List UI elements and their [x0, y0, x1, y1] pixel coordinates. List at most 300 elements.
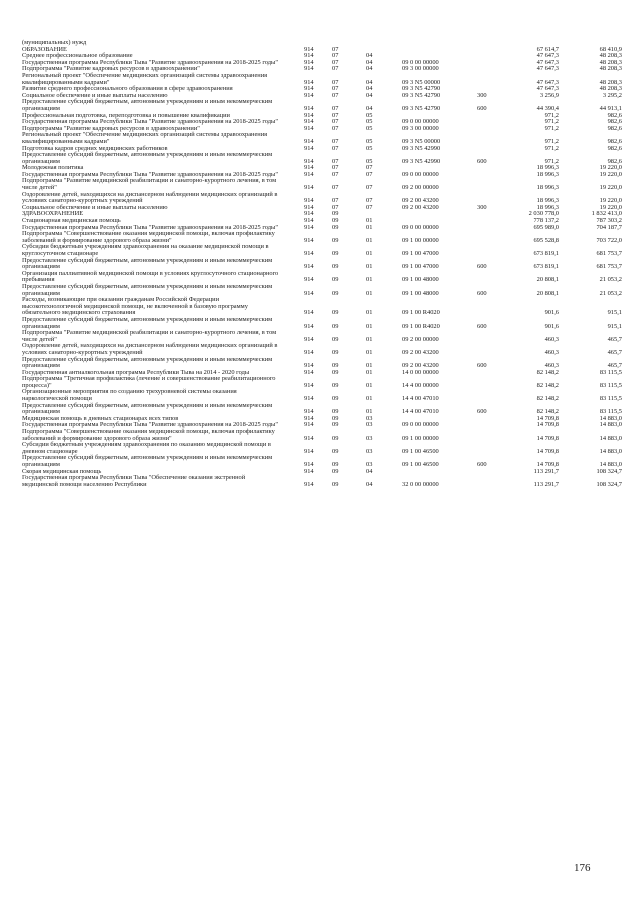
row-subsection-code: 05 [366, 118, 373, 126]
row-name: Стационарная медицинская помощь [22, 217, 121, 225]
row-grbs-code: 914 [304, 263, 314, 271]
row-section-code: 07 [332, 52, 339, 60]
table-row [22, 475, 622, 488]
row-grbs-code: 914 [304, 395, 314, 403]
row-sum-year-2: 48 208,3 [599, 78, 622, 86]
row-subsection-code: 01 [366, 309, 373, 317]
row-target-article: 09 2 00 00000 [402, 335, 439, 343]
row-sum-year-1: 971,2 [544, 118, 559, 126]
row-grbs-code: 914 [304, 111, 314, 119]
row-name: Социальное обеспечение и иные выплаты населению [22, 91, 168, 99]
row-subsection-code: 01 [366, 289, 373, 297]
row-target-article: 09 1 00 00000 [402, 434, 439, 442]
row-expense-type: 600 [477, 104, 487, 112]
row-subsection-code: 04 [366, 85, 373, 93]
row-name: Предоставление субсидий бюджетным, автономным учреждениям и иным некоммерческим организациям [22, 98, 273, 112]
row-target-article: 09 1 00 48000 [402, 276, 439, 284]
row-sum-year-2: 1 832 413,0 [591, 210, 622, 218]
row-sum-year-2: 19 220,0 [599, 164, 622, 172]
row-section-code: 09 [332, 434, 339, 442]
row-subsection-code: 05 [366, 144, 373, 152]
row-sum-year-2: 681 753,7 [596, 250, 622, 257]
row-subsection-code: 01 [366, 362, 373, 370]
row-sum-year-1: 971,2 [544, 157, 559, 165]
row-name: Оздоровление детей, находящихся на диспансерном наблюдении медицинских организаций в условиях санаторно-курортных учреждений [22, 190, 278, 205]
row-sum-year-1: 47 647,3 [536, 78, 559, 86]
row-expense-type: 300 [477, 203, 487, 211]
row-grbs-code: 914 [304, 210, 314, 218]
row-sum-year-1: 47 647,3 [536, 52, 559, 60]
row-sum-year-2: 681 753,7 [596, 263, 622, 271]
row-sum-year-2: 68 410,9 [599, 45, 622, 53]
row-subsection-code: 04 [366, 78, 373, 86]
row-subsection-code: 04 [366, 52, 373, 60]
row-sum-year-2: 19 220,0 [599, 197, 622, 205]
row-target-article: 09 2 00 43200 [402, 203, 439, 211]
row-grbs-code: 914 [304, 203, 314, 211]
row-grbs-code: 914 [304, 414, 314, 422]
row-name: Предоставление субсидий бюджетным, автономным учреждениям и иным некоммерческим организациям [22, 315, 273, 330]
row-target-article: 09 0 00 00000 [402, 170, 439, 178]
row-sum-year-1: 18 996,3 [536, 184, 559, 192]
row-subsection-code: 04 [366, 58, 373, 66]
row-name: Государственная программа Республики Тыва "Развитие здравоохранения на 2018-2025 годы" [22, 170, 278, 178]
row-subsection-code: 03 [366, 461, 373, 468]
row-sum-year-1: 20 808,1 [536, 276, 559, 284]
row-subsection-code: 07 [366, 197, 373, 205]
row-sum-year-2: 465,7 [607, 348, 622, 356]
row-grbs-code: 914 [304, 170, 314, 178]
row-section-code: 09 [332, 335, 339, 343]
row-grbs-code: 914 [304, 447, 314, 455]
row-sum-year-1: 695 528,8 [533, 236, 559, 244]
row-name: Подпрограмма "Развитие кадровых ресурсов в здравоохранении" [22, 65, 200, 73]
row-name: (муниципальных) нужд [22, 39, 87, 46]
table-row [22, 271, 622, 284]
row-name: Государственная программа Республики Тыва "Обеспечение оказания экстренной медицинской помощи населению Республики [22, 474, 246, 488]
row-section-code: 07 [332, 197, 339, 205]
row-section-code: 07 [332, 170, 339, 178]
row-sum-year-2: 83 115,5 [599, 395, 622, 403]
row-target-article: 09 1 00 00000 [402, 236, 439, 244]
row-sum-year-1: 47 647,3 [536, 58, 559, 66]
row-sum-year-1: 113 291,7 [533, 467, 559, 475]
row-name: Среднее профессиональное образование [22, 52, 133, 60]
row-grbs-code: 914 [304, 144, 314, 152]
row-target-article: 09 2 00 43200 [402, 362, 439, 370]
row-sum-year-2: 982,6 [607, 124, 622, 132]
row-subsection-code: 04 [366, 91, 373, 99]
row-grbs-code: 914 [304, 223, 314, 231]
row-subsection-code: 01 [366, 395, 373, 403]
row-sum-year-2: 83 115,5 [599, 381, 622, 389]
row-sum-year-2: 14 883,0 [599, 414, 622, 422]
row-sum-year-2: 703 722,0 [596, 236, 622, 244]
row-sum-year-1: 695 989,0 [533, 223, 559, 231]
row-section-code: 09 [332, 408, 339, 416]
row-grbs-code: 914 [304, 480, 314, 488]
row-name: Социальное обеспечение и иные выплаты населению [22, 203, 168, 211]
row-grbs-code: 914 [304, 78, 314, 86]
row-section-code: 07 [332, 124, 339, 132]
row-name: Государственная антиалкогольная программа Республики Тыва на 2014 - 2020 годы [22, 368, 250, 376]
row-grbs-code: 914 [304, 236, 314, 244]
row-target-article: 09 3 00 00000 [402, 65, 439, 73]
row-section-code: 09 [332, 467, 339, 475]
row-target-article: 09 3 N5 42790 [402, 91, 441, 99]
row-sum-year-1: 901,6 [544, 309, 559, 317]
table-row [22, 297, 622, 317]
row-sum-year-2: 83 115,5 [599, 368, 622, 376]
row-name: Медицинская помощь в дневных стационарах всех типов [22, 414, 179, 422]
row-section-code: 09 [332, 322, 339, 330]
table-row [22, 455, 622, 468]
row-grbs-code: 914 [304, 461, 314, 468]
row-subsection-code: 05 [366, 111, 373, 119]
row-subsection-code: 01 [366, 408, 373, 416]
row-name: Подготовка кадров средних медицинских работников [22, 144, 168, 152]
row-sum-year-2: 108 324,7 [596, 467, 622, 475]
table-row [22, 357, 622, 370]
row-name: Государственная программа Республики Тыва "Развитие здравоохранения на 2018-2025 годы" [22, 223, 278, 231]
table-row [22, 132, 622, 145]
row-expense-type: 600 [477, 157, 487, 165]
table-row [22, 389, 622, 402]
row-name: Подпрограмма "Развитие кадровых ресурсов в здравоохранении" [22, 124, 200, 132]
row-grbs-code: 914 [304, 362, 314, 370]
row-sum-year-2: 982,6 [607, 111, 622, 119]
row-target-article: 09 1 00 47000 [402, 250, 439, 257]
row-target-article: 09 3 N5 00000 [402, 137, 441, 145]
row-name: Организационные мероприятия по созданию трехуровневой системы оказания наркологической помощи [22, 388, 237, 403]
row-section-code: 09 [332, 289, 339, 297]
table-row [22, 403, 622, 416]
row-grbs-code: 914 [304, 197, 314, 205]
row-target-article: 09 2 00 43200 [402, 197, 439, 205]
row-name: Предоставление субсидий бюджетным, автономным учреждениям и иным некоммерческим организациям [22, 454, 273, 468]
row-grbs-code: 914 [304, 164, 314, 172]
row-name: Предоставление субсидий бюджетным, автономным учреждениям и иным некоммерческим организациям [22, 151, 273, 165]
row-target-article: 09 1 00 47000 [402, 263, 439, 271]
row-sum-year-2: 21 053,2 [599, 289, 622, 297]
row-expense-type: 600 [477, 289, 487, 297]
row-sum-year-1: 14 709,8 [536, 421, 559, 429]
row-expense-type: 600 [477, 322, 487, 330]
row-section-code: 07 [332, 78, 339, 86]
row-name: Государственная программа Республики Тыва "Развитие здравоохранения на 2018-2025 годы" [22, 421, 278, 429]
table-row [22, 192, 622, 205]
row-grbs-code: 914 [304, 289, 314, 297]
row-subsection-code: 04 [366, 104, 373, 112]
row-sum-year-1: 14 709,8 [536, 461, 559, 468]
row-section-code: 09 [332, 223, 339, 231]
row-sum-year-2: 14 883,0 [599, 434, 622, 442]
row-target-article: 09 2 00 00000 [402, 184, 439, 192]
row-sum-year-1: 67 614,7 [536, 45, 559, 53]
row-name: Региональный проект "Обеспечение медицинских организаций системы здравоохранения квалифицированными кадрами" [22, 131, 268, 145]
row-sum-year-1: 82 148,2 [536, 368, 559, 376]
row-name: Оздоровление детей, находящихся на диспансерном наблюдении медицинских организаций в условиях санаторно-курортных учреждений [22, 342, 278, 356]
row-section-code: 09 [332, 348, 339, 356]
row-target-article: 09 3 N5 42790 [402, 104, 441, 112]
row-grbs-code: 914 [304, 91, 314, 99]
row-subsection-code: 01 [366, 223, 373, 231]
row-sum-year-1: 18 996,3 [536, 197, 559, 205]
row-subsection-code: 03 [366, 414, 373, 422]
row-section-code: 07 [332, 111, 339, 119]
row-subsection-code: 01 [366, 276, 373, 284]
row-grbs-code: 914 [304, 58, 314, 66]
row-sum-year-1: 18 996,3 [536, 203, 559, 211]
row-target-article: 09 3 N5 00000 [402, 78, 441, 86]
row-target-article: 09 0 00 00000 [402, 118, 439, 126]
row-section-code: 07 [332, 144, 339, 152]
row-subsection-code: 05 [366, 124, 373, 132]
row-sum-year-2: 48 208,3 [599, 58, 622, 66]
row-name: Подпрограмма "Совершенствование оказания медицинской помощи, включая профилактику заболеваний и формирование здорового образа жизни" [22, 230, 275, 244]
row-sum-year-2: 19 220,0 [599, 203, 622, 211]
row-section-code: 09 [332, 309, 339, 317]
row-section-code: 07 [332, 85, 339, 93]
row-sum-year-2: 14 883,0 [599, 421, 622, 429]
row-subsection-code: 04 [366, 480, 373, 488]
row-target-article: 09 1 00 48000 [402, 289, 439, 297]
row-grbs-code: 914 [304, 467, 314, 475]
row-target-article: 14 0 00 00000 [402, 368, 439, 376]
row-subsection-code: 03 [366, 447, 373, 455]
row-sum-year-2: 21 053,2 [599, 276, 622, 284]
row-expense-type: 600 [477, 263, 487, 271]
row-sum-year-2: 48 208,3 [599, 85, 622, 93]
row-sum-year-2: 704 187,7 [596, 223, 622, 231]
row-section-code: 09 [332, 276, 339, 284]
row-subsection-code: 05 [366, 137, 373, 145]
row-grbs-code: 914 [304, 137, 314, 145]
row-sum-year-1: 14 709,8 [536, 414, 559, 422]
row-sum-year-2: 19 220,0 [599, 184, 622, 192]
table-row [22, 40, 622, 47]
row-name: Скорая медицинская помощь [22, 467, 102, 475]
row-section-code: 07 [332, 203, 339, 211]
row-name: Подпрограмма "Развитие медицинской реабилитации и санаторно-курортного лечения, в том числе детей" [22, 329, 277, 343]
row-name: Расходы, возникающие при оказании гражданам Российской Федерации высокотехнологичной медицинской помощи, не включенной в базовую программу обязательного медицинского страхования [22, 296, 248, 317]
row-name: Субсидии бюджетным учреждениям здравоохранения по оказанию медицинской помощи в дневном стационаре [22, 441, 271, 455]
row-sum-year-1: 44 390,4 [536, 104, 559, 112]
row-grbs-code: 914 [304, 124, 314, 132]
table-row [22, 343, 622, 356]
row-grbs-code: 914 [304, 276, 314, 284]
row-sum-year-2: 982,6 [607, 144, 622, 152]
row-sum-year-2: 48 208,3 [599, 52, 622, 60]
row-grbs-code: 914 [304, 65, 314, 73]
row-name: Подпрограмма "Третичная профилактика (лечение и совершенствование реабилитационного процесса)" [22, 375, 276, 389]
row-sum-year-2: 108 324,7 [596, 480, 622, 488]
row-sum-year-2: 14 883,0 [599, 461, 622, 468]
row-section-code: 09 [332, 210, 339, 218]
row-sum-year-1: 47 647,3 [536, 65, 559, 73]
row-sum-year-1: 971,2 [544, 111, 559, 119]
row-section-code: 09 [332, 414, 339, 422]
row-grbs-code: 914 [304, 381, 314, 389]
row-target-article: 09 3 N5 42990 [402, 144, 441, 152]
row-grbs-code: 914 [304, 104, 314, 112]
row-grbs-code: 914 [304, 322, 314, 330]
row-sum-year-1: 460,3 [544, 335, 559, 343]
row-grbs-code: 914 [304, 309, 314, 317]
row-sum-year-1: 82 148,2 [536, 408, 559, 416]
row-subsection-code: 01 [366, 368, 373, 376]
row-target-article: 14 4 00 00000 [402, 381, 439, 389]
row-target-article: 09 0 00 00000 [402, 421, 439, 429]
row-sum-year-2: 915,1 [607, 322, 622, 330]
row-section-code: 07 [332, 58, 339, 66]
row-target-article: 09 1 00 46500 [402, 447, 439, 455]
row-name: Профессиональная подготовка, переподготовка и повышение квалификации [22, 111, 230, 119]
row-sum-year-2: 465,7 [607, 335, 622, 343]
row-sum-year-1: 673 819,1 [533, 263, 559, 271]
row-subsection-code: 01 [366, 250, 373, 257]
budget-table [22, 40, 622, 488]
row-subsection-code: 07 [366, 164, 373, 172]
row-subsection-code: 04 [366, 65, 373, 73]
row-sum-year-2: 48 208,3 [599, 65, 622, 73]
row-sum-year-2: 3 295,2 [602, 91, 622, 99]
row-subsection-code: 05 [366, 157, 373, 165]
row-target-article: 14 4 00 47010 [402, 408, 439, 416]
row-grbs-code: 914 [304, 184, 314, 192]
row-sum-year-1: 901,6 [544, 322, 559, 330]
row-grbs-code: 914 [304, 408, 314, 416]
row-target-article: 09 3 N5 42990 [402, 157, 441, 165]
row-target-article: 14 4 00 47010 [402, 395, 439, 403]
row-grbs-code: 914 [304, 217, 314, 225]
table-row [22, 99, 622, 112]
row-section-code: 09 [332, 217, 339, 225]
row-grbs-code: 914 [304, 157, 314, 165]
row-sum-year-1: 14 709,8 [536, 434, 559, 442]
page-number: 176 [574, 862, 591, 874]
row-sum-year-2: 982,6 [607, 157, 622, 165]
row-section-code: 07 [332, 65, 339, 73]
row-sum-year-1: 971,2 [544, 144, 559, 152]
row-sum-year-1: 14 709,8 [536, 447, 559, 455]
row-section-code: 09 [332, 236, 339, 244]
row-grbs-code: 914 [304, 52, 314, 60]
row-section-code: 09 [332, 381, 339, 389]
row-section-code: 09 [332, 263, 339, 271]
row-sum-year-2: 982,6 [607, 118, 622, 126]
row-name: Предоставление субсидий бюджетным, автономным учреждениям и иным некоммерческим организациям [22, 355, 273, 370]
row-expense-type: 600 [477, 362, 487, 370]
row-section-code: 09 [332, 395, 339, 403]
row-sum-year-1: 673 819,1 [533, 250, 559, 257]
row-grbs-code: 914 [304, 118, 314, 126]
row-sum-year-2: 19 220,0 [599, 170, 622, 178]
row-sum-year-2: 787 303,2 [596, 217, 622, 225]
row-sum-year-1: 47 647,3 [536, 85, 559, 93]
row-name: Предоставление субсидий бюджетным, автономным учреждениям и иным некоммерческим организациям [22, 256, 273, 271]
row-section-code: 07 [332, 118, 339, 126]
row-name: Подпрограмма "Совершенствование оказания медицинской помощи, включая профилактику заболеваний и формирование здорового образа жизни" [22, 428, 275, 442]
row-sum-year-1: 18 996,3 [536, 164, 559, 172]
row-grbs-code: 914 [304, 348, 314, 356]
row-target-article: 09 1 00 R4020 [402, 309, 440, 317]
row-name: Организация паллиативной медицинской помощи в условиях круглосуточного стационарного пребывания [22, 269, 279, 284]
row-subsection-code: 01 [366, 322, 373, 330]
row-section-code: 07 [332, 157, 339, 165]
row-subsection-code: 01 [366, 381, 373, 389]
row-sum-year-1: 2 030 778,0 [528, 210, 559, 218]
row-grbs-code: 914 [304, 368, 314, 376]
row-target-article: 09 1 00 R4020 [402, 322, 440, 330]
table-row [22, 178, 622, 191]
row-subsection-code: 07 [366, 170, 373, 178]
row-target-article: 32 0 00 00000 [402, 480, 439, 488]
row-subsection-code: 07 [366, 203, 373, 211]
row-sum-year-2: 915,1 [607, 309, 622, 317]
row-target-article: 09 0 00 00000 [402, 223, 439, 231]
row-name: Подпрограмма "Развитие медицинской реабилитации и санаторно-курортного лечения, в том числе детей" [22, 177, 277, 192]
row-grbs-code: 914 [304, 250, 314, 257]
row-target-article: 09 2 00 43200 [402, 348, 439, 356]
row-sum-year-2: 982,6 [607, 137, 622, 145]
row-expense-type: 300 [477, 91, 487, 99]
row-sum-year-2: 44 913,1 [599, 104, 622, 112]
row-subsection-code: 03 [366, 434, 373, 442]
row-name: Субсидии бюджетным учреждениям здравоохранения на оказание медицинской помощи в круглосуточном стационаре [22, 243, 269, 257]
row-target-article: 09 0 00 00000 [402, 58, 439, 66]
row-section-code: 07 [332, 91, 339, 99]
row-expense-type: 600 [477, 408, 487, 416]
row-section-code: 09 [332, 421, 339, 429]
row-sum-year-1: 113 291,7 [533, 480, 559, 488]
row-grbs-code: 914 [304, 45, 314, 53]
table-row [22, 152, 622, 165]
row-name: Предоставление субсидий бюджетным, автономным учреждениям и иным некоммерческим организациям [22, 282, 273, 297]
row-section-code: 09 [332, 461, 339, 468]
row-name: Государственная программа Республики Тыва "Развитие здравоохранения на 2018-2025 годы" [22, 58, 278, 66]
row-sum-year-1: 82 148,2 [536, 381, 559, 389]
row-sum-year-1: 971,2 [544, 124, 559, 132]
row-subsection-code: 01 [366, 217, 373, 225]
row-expense-type: 600 [477, 461, 487, 468]
row-section-code: 07 [332, 164, 339, 172]
row-name: ОБРАЗОВАНИЕ [22, 45, 67, 53]
row-section-code: 07 [332, 137, 339, 145]
row-grbs-code: 914 [304, 335, 314, 343]
row-section-code: 09 [332, 362, 339, 370]
row-subsection-code: 04 [366, 467, 373, 475]
row-section-code: 09 [332, 368, 339, 376]
row-grbs-code: 914 [304, 421, 314, 429]
row-name: Развитие среднего профессионального образования в сфере здравоохранения [22, 85, 233, 93]
row-section-code: 09 [332, 250, 339, 257]
row-name: Государственная программа Республики Тыва "Развитие здравоохранения на 2018-2025 годы" [22, 118, 278, 126]
row-name: Молодежная политика [22, 164, 84, 172]
row-sum-year-1: 3 256,9 [539, 91, 559, 99]
row-subsection-code: 03 [366, 421, 373, 429]
row-section-code: 07 [332, 104, 339, 112]
row-target-article: 09 3 00 00000 [402, 124, 439, 132]
row-sum-year-2: 14 883,0 [599, 447, 622, 455]
row-section-code: 09 [332, 480, 339, 488]
row-subsection-code: 01 [366, 335, 373, 343]
row-sum-year-1: 460,3 [544, 362, 559, 370]
row-sum-year-1: 460,3 [544, 348, 559, 356]
row-section-code: 09 [332, 447, 339, 455]
row-sum-year-1: 82 148,2 [536, 395, 559, 403]
row-sum-year-1: 20 808,1 [536, 289, 559, 297]
